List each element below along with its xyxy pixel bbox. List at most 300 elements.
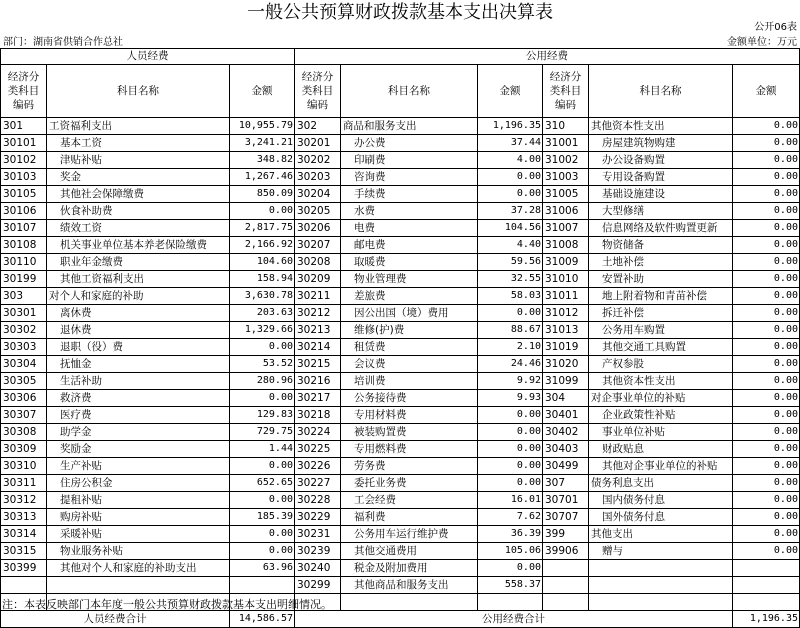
table-row	[1, 441, 800, 458]
public-a-name-cell: 其他商品和服务支出	[341, 577, 478, 594]
public-b-name-cell	[589, 577, 733, 594]
public-b-amount-cell: 0.00	[733, 424, 800, 441]
public-a-code-cell: 30207	[295, 237, 341, 254]
personnel-amount-cell: 0.00	[230, 390, 295, 407]
public-a-amount-cell: 104.56	[478, 220, 543, 237]
public-a-name-cell: 租赁费	[341, 339, 478, 356]
public-b-code-cell: 31020	[543, 356, 589, 373]
public-b-code-cell: 31019	[543, 339, 589, 356]
public-b-code-cell: 31009	[543, 254, 589, 271]
public-a-amount-cell: 0.00	[478, 458, 543, 475]
personnel-code-cell: 301	[1, 118, 47, 135]
personnel-amount-cell: 348.82	[230, 152, 295, 169]
public-a-amount-cell: 9.93	[478, 390, 543, 407]
public-section-header: 公用经费	[295, 49, 800, 65]
public-a-name-cell: 物业管理费	[341, 271, 478, 288]
public-a-name-cell: 福利费	[341, 509, 478, 526]
public-a-amount-cell: 36.39	[478, 526, 543, 543]
amount-column-header: 金额	[733, 65, 800, 118]
personnel-code-cell: 30107	[1, 220, 47, 237]
table-row	[1, 475, 800, 492]
personnel-name-cell: 退职（役）费	[47, 339, 230, 356]
personnel-code-cell: 30313	[1, 509, 47, 526]
public-b-name-cell: 财政贴息	[589, 441, 733, 458]
report-title: 一般公共预算财政拨款基本支出决算表	[247, 2, 553, 23]
public-a-code-cell: 30225	[295, 441, 341, 458]
personnel-code-cell: 30305	[1, 373, 47, 390]
table-row	[1, 339, 800, 356]
public-a-code-cell: 302	[295, 118, 341, 135]
public-a-name-cell: 水费	[341, 203, 478, 220]
personnel-amount-cell: 3,630.78	[230, 288, 295, 305]
public-b-name-cell: 企业政策性补贴	[589, 407, 733, 424]
public-b-amount-cell: 0.00	[733, 322, 800, 339]
public-a-name-cell: 差旅费	[341, 288, 478, 305]
public-b-code-cell: 304	[543, 390, 589, 407]
personnel-name-cell: 生活补助	[47, 373, 230, 390]
public-b-amount-cell: 0.00	[733, 203, 800, 220]
personnel-code-cell: 30307	[1, 407, 47, 424]
personnel-code-cell: 30304	[1, 356, 47, 373]
public-a-amount-cell: 9.92	[478, 373, 543, 390]
public-b-name-cell: 其他资本性支出	[589, 118, 733, 135]
public-a-code-cell: 30214	[295, 339, 341, 356]
public-a-amount-cell: 58.03	[478, 288, 543, 305]
public-a-name-cell: 邮电费	[341, 237, 478, 254]
public-b-name-cell: 事业单位补贴	[589, 424, 733, 441]
public-b-name-cell: 拆迁补偿	[589, 305, 733, 322]
table-row	[1, 254, 800, 271]
personnel-name-cell: 工资福利支出	[47, 118, 230, 135]
personnel-amount-cell: 1,329.66	[230, 322, 295, 339]
public-b-name-cell: 赠与	[589, 543, 733, 560]
public-b-name-cell: 其他支出	[589, 526, 733, 543]
public-a-name-cell: 因公出国（境）费用	[341, 305, 478, 322]
personnel-name-cell: 采暖补贴	[47, 526, 230, 543]
personnel-code-cell: 30106	[1, 203, 47, 220]
public-a-amount-cell: 0.00	[478, 407, 543, 424]
personnel-name-cell: 住房公积金	[47, 475, 230, 492]
public-b-amount-cell: 0.00	[733, 135, 800, 152]
table-row	[1, 118, 800, 135]
personnel-amount-cell: 10,955.79	[230, 118, 295, 135]
public-a-amount-cell: 59.56	[478, 254, 543, 271]
public-a-name-cell: 劳务费	[341, 458, 478, 475]
personnel-code-cell: 30303	[1, 339, 47, 356]
personnel-name-cell: 其他工资福利支出	[47, 271, 230, 288]
personnel-name-cell: 其他社会保障缴费	[47, 186, 230, 203]
personnel-amount-cell: 0.00	[230, 339, 295, 356]
personnel-code-cell: 30315	[1, 543, 47, 560]
public-b-name-cell: 大型修缮	[589, 203, 733, 220]
table-row	[1, 237, 800, 254]
public-a-code-cell: 30216	[295, 373, 341, 390]
personnel-name-cell: 购房补贴	[47, 509, 230, 526]
personnel-amount-cell: 729.75	[230, 424, 295, 441]
public-a-code-cell: 30212	[295, 305, 341, 322]
public-b-amount-cell: 0.00	[733, 339, 800, 356]
public-a-amount-cell: 558.37	[478, 577, 543, 594]
public-a-code-cell: 30213	[295, 322, 341, 339]
table-row	[1, 373, 800, 390]
public-b-code-cell: 31012	[543, 305, 589, 322]
public-b-amount-cell: 0.00	[733, 271, 800, 288]
table-row	[1, 390, 800, 407]
public-b-code-cell: 307	[543, 475, 589, 492]
public-a-amount-cell: 32.55	[478, 271, 543, 288]
personnel-name-cell: 津贴补贴	[47, 152, 230, 169]
public-b-name-cell: 其他资本性支出	[589, 373, 733, 390]
personnel-name-cell: 奖励金	[47, 441, 230, 458]
public-a-amount-cell: 7.62	[478, 509, 543, 526]
public-a-name-cell: 委托业务费	[341, 475, 478, 492]
public-a-amount-cell: 88.67	[478, 322, 543, 339]
public-b-code-cell: 399	[543, 526, 589, 543]
public-b-code-cell: 310	[543, 118, 589, 135]
personnel-amount-cell	[230, 577, 295, 594]
personnel-code-cell: 30103	[1, 169, 47, 186]
public-b-name-cell: 办公设备购置	[589, 152, 733, 169]
name-column-header: 科目名称	[47, 65, 230, 118]
public-a-code-cell: 30239	[295, 543, 341, 560]
personnel-name-cell: 抚恤金	[47, 356, 230, 373]
personnel-amount-cell: 203.63	[230, 305, 295, 322]
public-b-code-cell: 31008	[543, 237, 589, 254]
table-row	[1, 322, 800, 339]
personnel-amount-cell: 0.00	[230, 543, 295, 560]
public-a-amount-cell: 1,196.35	[478, 118, 543, 135]
table-row	[1, 169, 800, 186]
amount-column-header: 金额	[230, 65, 295, 118]
personnel-section-header: 人员经费	[1, 49, 295, 65]
public-b-name-cell: 土地补偿	[589, 254, 733, 271]
public-a-amount-cell: 0.00	[478, 424, 543, 441]
public-a-name-cell: 其他交通费用	[341, 543, 478, 560]
public-a-name-cell: 维修(护)费	[341, 322, 478, 339]
public-b-name-cell	[589, 594, 733, 611]
personnel-amount-cell: 1.44	[230, 441, 295, 458]
personnel-name-cell: 绩效工资	[47, 220, 230, 237]
personnel-amount-cell: 129.83	[230, 407, 295, 424]
public-b-name-cell: 公务用车购置	[589, 322, 733, 339]
personnel-code-cell: 30199	[1, 271, 47, 288]
public-a-name-cell: 专用材料费	[341, 407, 478, 424]
personnel-amount-cell: 1,267.46	[230, 169, 295, 186]
personnel-name-cell: 基本工资	[47, 135, 230, 152]
public-b-amount-cell: 0.00	[733, 254, 800, 271]
public-b-code-cell: 31006	[543, 203, 589, 220]
public-b-amount-cell	[733, 560, 800, 577]
public-b-name-cell: 产权参股	[589, 356, 733, 373]
personnel-amount-cell: 63.96	[230, 560, 295, 577]
table-row	[1, 186, 800, 203]
public-b-code-cell: 31007	[543, 220, 589, 237]
personnel-code-cell: 30399	[1, 560, 47, 577]
public-b-amount-cell	[733, 577, 800, 594]
public-a-amount-cell: 105.06	[478, 543, 543, 560]
public-a-name-cell: 被装购置费	[341, 424, 478, 441]
public-b-code-cell	[543, 594, 589, 611]
personnel-code-cell: 30302	[1, 322, 47, 339]
public-b-amount-cell: 0.00	[733, 492, 800, 509]
public-b-amount-cell: 0.00	[733, 288, 800, 305]
public-b-name-cell: 房屋建筑物购建	[589, 135, 733, 152]
public-b-amount-cell: 0.00	[733, 458, 800, 475]
code-column-header: 经济分类科目编码	[543, 65, 589, 118]
public-b-amount-cell: 0.00	[733, 118, 800, 135]
personnel-code-cell: 30108	[1, 237, 47, 254]
public-b-code-cell: 30499	[543, 458, 589, 475]
public-b-amount-cell: 0.00	[733, 441, 800, 458]
personnel-code-cell: 30105	[1, 186, 47, 203]
public-b-name-cell: 物资储备	[589, 237, 733, 254]
public-a-amount-cell: 16.01	[478, 492, 543, 509]
public-b-name-cell: 国外债务付息	[589, 509, 733, 526]
public-a-name-cell: 商品和服务支出	[341, 118, 478, 135]
public-b-amount-cell: 0.00	[733, 543, 800, 560]
personnel-code-cell: 30110	[1, 254, 47, 271]
public-a-code-cell: 30209	[295, 271, 341, 288]
personnel-amount-cell: 2,817.75	[230, 220, 295, 237]
table-row	[1, 305, 800, 322]
table-row	[1, 424, 800, 441]
public-a-name-cell: 会议费	[341, 356, 478, 373]
personnel-name-cell: 职业年金缴费	[47, 254, 230, 271]
personnel-name-cell	[47, 577, 230, 594]
public-b-code-cell: 31011	[543, 288, 589, 305]
form-code: 公开06表	[754, 22, 797, 33]
public-a-amount-cell: 4.40	[478, 237, 543, 254]
public-b-code-cell: 31001	[543, 135, 589, 152]
public-a-code-cell: 30206	[295, 220, 341, 237]
public-a-name-cell: 培训费	[341, 373, 478, 390]
public-b-code-cell: 31005	[543, 186, 589, 203]
public-b-code-cell: 31003	[543, 169, 589, 186]
public-a-amount-cell: 0.00	[478, 169, 543, 186]
public-a-code-cell: 30217	[295, 390, 341, 407]
public-b-amount-cell: 0.00	[733, 186, 800, 203]
amount-column-header: 金额	[478, 65, 543, 118]
public-a-name-cell: 印刷费	[341, 152, 478, 169]
public-a-amount-cell: 0.00	[478, 441, 543, 458]
personnel-amount-cell: 3,241.21	[230, 135, 295, 152]
personnel-amount-cell: 158.94	[230, 271, 295, 288]
public-a-amount-cell: 0.00	[478, 475, 543, 492]
public-a-name-cell: 专用燃料费	[341, 441, 478, 458]
public-b-amount-cell: 0.00	[733, 475, 800, 492]
public-a-code-cell: 30227	[295, 475, 341, 492]
public-b-amount-cell: 0.00	[733, 356, 800, 373]
public-a-code-cell: 30208	[295, 254, 341, 271]
public-b-amount-cell: 0.00	[733, 390, 800, 407]
public-a-amount-cell: 37.44	[478, 135, 543, 152]
public-a-name-cell: 税金及附加费用	[341, 560, 478, 577]
public-a-amount-cell: 0.00	[478, 560, 543, 577]
personnel-amount-cell: 2,166.92	[230, 237, 295, 254]
public-b-name-cell: 专用设备购置	[589, 169, 733, 186]
table-row	[1, 288, 800, 305]
personnel-code-cell: 30310	[1, 458, 47, 475]
personnel-code-cell: 30101	[1, 135, 47, 152]
public-b-name-cell: 债务利息支出	[589, 475, 733, 492]
public-b-code-cell	[543, 577, 589, 594]
personnel-amount-cell: 0.00	[230, 458, 295, 475]
personnel-name-cell: 助学金	[47, 424, 230, 441]
public-a-amount-cell	[478, 594, 543, 611]
public-a-name-cell: 电费	[341, 220, 478, 237]
personnel-name-cell: 伙食补助费	[47, 203, 230, 220]
public-b-code-cell: 31013	[543, 322, 589, 339]
public-a-amount-cell: 2.10	[478, 339, 543, 356]
public-b-amount-cell: 0.00	[733, 237, 800, 254]
public-b-amount-cell: 0.00	[733, 305, 800, 322]
personnel-code-cell: 303	[1, 288, 47, 305]
personnel-code-cell: 30306	[1, 390, 47, 407]
personnel-amount-cell: 0.00	[230, 492, 295, 509]
public-a-name-cell: 公务接待费	[341, 390, 478, 407]
public-b-name-cell	[589, 560, 733, 577]
public-a-code-cell: 30299	[295, 577, 341, 594]
personnel-code-cell: 30308	[1, 424, 47, 441]
personnel-amount-cell: 185.39	[230, 509, 295, 526]
code-column-header: 经济分类科目编码	[1, 65, 47, 118]
public-a-name-cell: 办公费	[341, 135, 478, 152]
public-b-code-cell: 31010	[543, 271, 589, 288]
public-b-amount-cell: 0.00	[733, 152, 800, 169]
table-row	[1, 407, 800, 424]
table-row	[1, 526, 800, 543]
public-a-code-cell: 30229	[295, 509, 341, 526]
public-a-name-cell: 咨询费	[341, 169, 478, 186]
personnel-total-amount: 14,586.57	[230, 611, 295, 628]
public-a-name-cell: 公务用车运行维护费	[341, 526, 478, 543]
public-a-code-cell: 30203	[295, 169, 341, 186]
personnel-name-cell: 奖金	[47, 169, 230, 186]
public-b-amount-cell: 0.00	[733, 169, 800, 186]
footnote: 注：本表反映部门本年度一般公共预算财政拨款基本支出明细情况。	[2, 598, 332, 611]
public-b-code-cell: 30403	[543, 441, 589, 458]
public-a-amount-cell: 0.00	[478, 305, 543, 322]
public-b-amount-cell: 0.00	[733, 373, 800, 390]
personnel-amount-cell: 0.00	[230, 203, 295, 220]
personnel-amount-cell: 652.65	[230, 475, 295, 492]
public-a-amount-cell: 0.00	[478, 186, 543, 203]
personnel-code-cell: 30301	[1, 305, 47, 322]
table-row	[1, 271, 800, 288]
table-row	[1, 135, 800, 152]
public-b-name-cell: 信息网络及软件购置更新	[589, 220, 733, 237]
table-row	[1, 458, 800, 475]
personnel-name-cell: 救济费	[47, 390, 230, 407]
public-b-name-cell: 安置补助	[589, 271, 733, 288]
personnel-name-cell: 退休费	[47, 322, 230, 339]
public-b-code-cell	[543, 560, 589, 577]
public-b-amount-cell: 0.00	[733, 220, 800, 237]
public-a-code-cell: 30218	[295, 407, 341, 424]
personnel-name-cell: 生产补贴	[47, 458, 230, 475]
public-b-amount-cell: 0.00	[733, 407, 800, 424]
name-column-header: 科目名称	[341, 65, 478, 118]
personnel-amount-cell: 104.60	[230, 254, 295, 271]
public-a-amount-cell: 4.00	[478, 152, 543, 169]
personnel-amount-cell: 0.00	[230, 526, 295, 543]
department-label: 部门：湖南省供销合作总社	[3, 37, 123, 48]
public-total-amount: 1,196.35	[733, 611, 800, 628]
table-row	[1, 203, 800, 220]
personnel-code-cell: 30102	[1, 152, 47, 169]
public-a-amount-cell: 24.46	[478, 356, 543, 373]
public-a-name-cell: 取暖费	[341, 254, 478, 271]
public-b-amount-cell: 0.00	[733, 509, 800, 526]
public-a-name-cell	[341, 594, 478, 611]
personnel-total-label: 人员经费合计	[1, 611, 230, 628]
personnel-name-cell: 离休费	[47, 305, 230, 322]
public-a-code-cell: 30201	[295, 135, 341, 152]
personnel-code-cell: 30314	[1, 526, 47, 543]
personnel-code-cell: 30309	[1, 441, 47, 458]
public-b-code-cell: 30701	[543, 492, 589, 509]
public-total-label: 公用经费合计	[295, 611, 733, 628]
personnel-code-cell: 30311	[1, 475, 47, 492]
personnel-name-cell: 提租补贴	[47, 492, 230, 509]
personnel-amount-cell: 280.96	[230, 373, 295, 390]
public-a-code-cell: 30240	[295, 560, 341, 577]
personnel-code-cell: 30312	[1, 492, 47, 509]
public-a-name-cell: 工会经费	[341, 492, 478, 509]
personnel-name-cell: 医疗费	[47, 407, 230, 424]
public-a-code-cell: 30228	[295, 492, 341, 509]
table-row	[1, 577, 800, 594]
table-row	[1, 560, 800, 577]
public-b-amount-cell: 0.00	[733, 526, 800, 543]
public-a-code-cell: 30211	[295, 288, 341, 305]
personnel-name-cell: 其他对个人和家庭的补助支出	[47, 560, 230, 577]
name-column-header: 科目名称	[589, 65, 733, 118]
table-row	[1, 543, 800, 560]
personnel-amount-cell: 53.52	[230, 356, 295, 373]
personnel-name-cell: 物业服务补贴	[47, 543, 230, 560]
public-a-code-cell: 30215	[295, 356, 341, 373]
public-b-amount-cell	[733, 594, 800, 611]
code-column-header: 经济分类科目编码	[295, 65, 341, 118]
table-row	[1, 509, 800, 526]
table-row	[1, 152, 800, 169]
public-b-name-cell: 基础设施建设	[589, 186, 733, 203]
table-row	[1, 492, 800, 509]
public-b-name-cell: 对企事业单位的补贴	[589, 390, 733, 407]
table-row	[1, 356, 800, 373]
public-a-code-cell: 30204	[295, 186, 341, 203]
public-b-name-cell: 地上附着物和青苗补偿	[589, 288, 733, 305]
public-b-name-cell: 其他对企事业单位的补贴	[589, 458, 733, 475]
public-b-name-cell: 其他交通工具购置	[589, 339, 733, 356]
public-b-code-cell: 39906	[543, 543, 589, 560]
table-row	[1, 220, 800, 237]
public-b-name-cell: 国内债务付息	[589, 492, 733, 509]
public-b-code-cell: 30401	[543, 407, 589, 424]
public-a-code-cell: 30226	[295, 458, 341, 475]
public-a-name-cell: 手续费	[341, 186, 478, 203]
personnel-name-cell: 机关事业单位基本养老保险缴费	[47, 237, 230, 254]
personnel-name-cell: 对个人和家庭的补助	[47, 288, 230, 305]
public-b-code-cell: 30707	[543, 509, 589, 526]
expenditure-table	[0, 48, 800, 628]
public-a-code-cell: 30205	[295, 203, 341, 220]
personnel-code-cell	[1, 577, 47, 594]
personnel-amount-cell: 850.09	[230, 186, 295, 203]
public-b-code-cell: 31002	[543, 152, 589, 169]
public-b-code-cell: 31099	[543, 373, 589, 390]
